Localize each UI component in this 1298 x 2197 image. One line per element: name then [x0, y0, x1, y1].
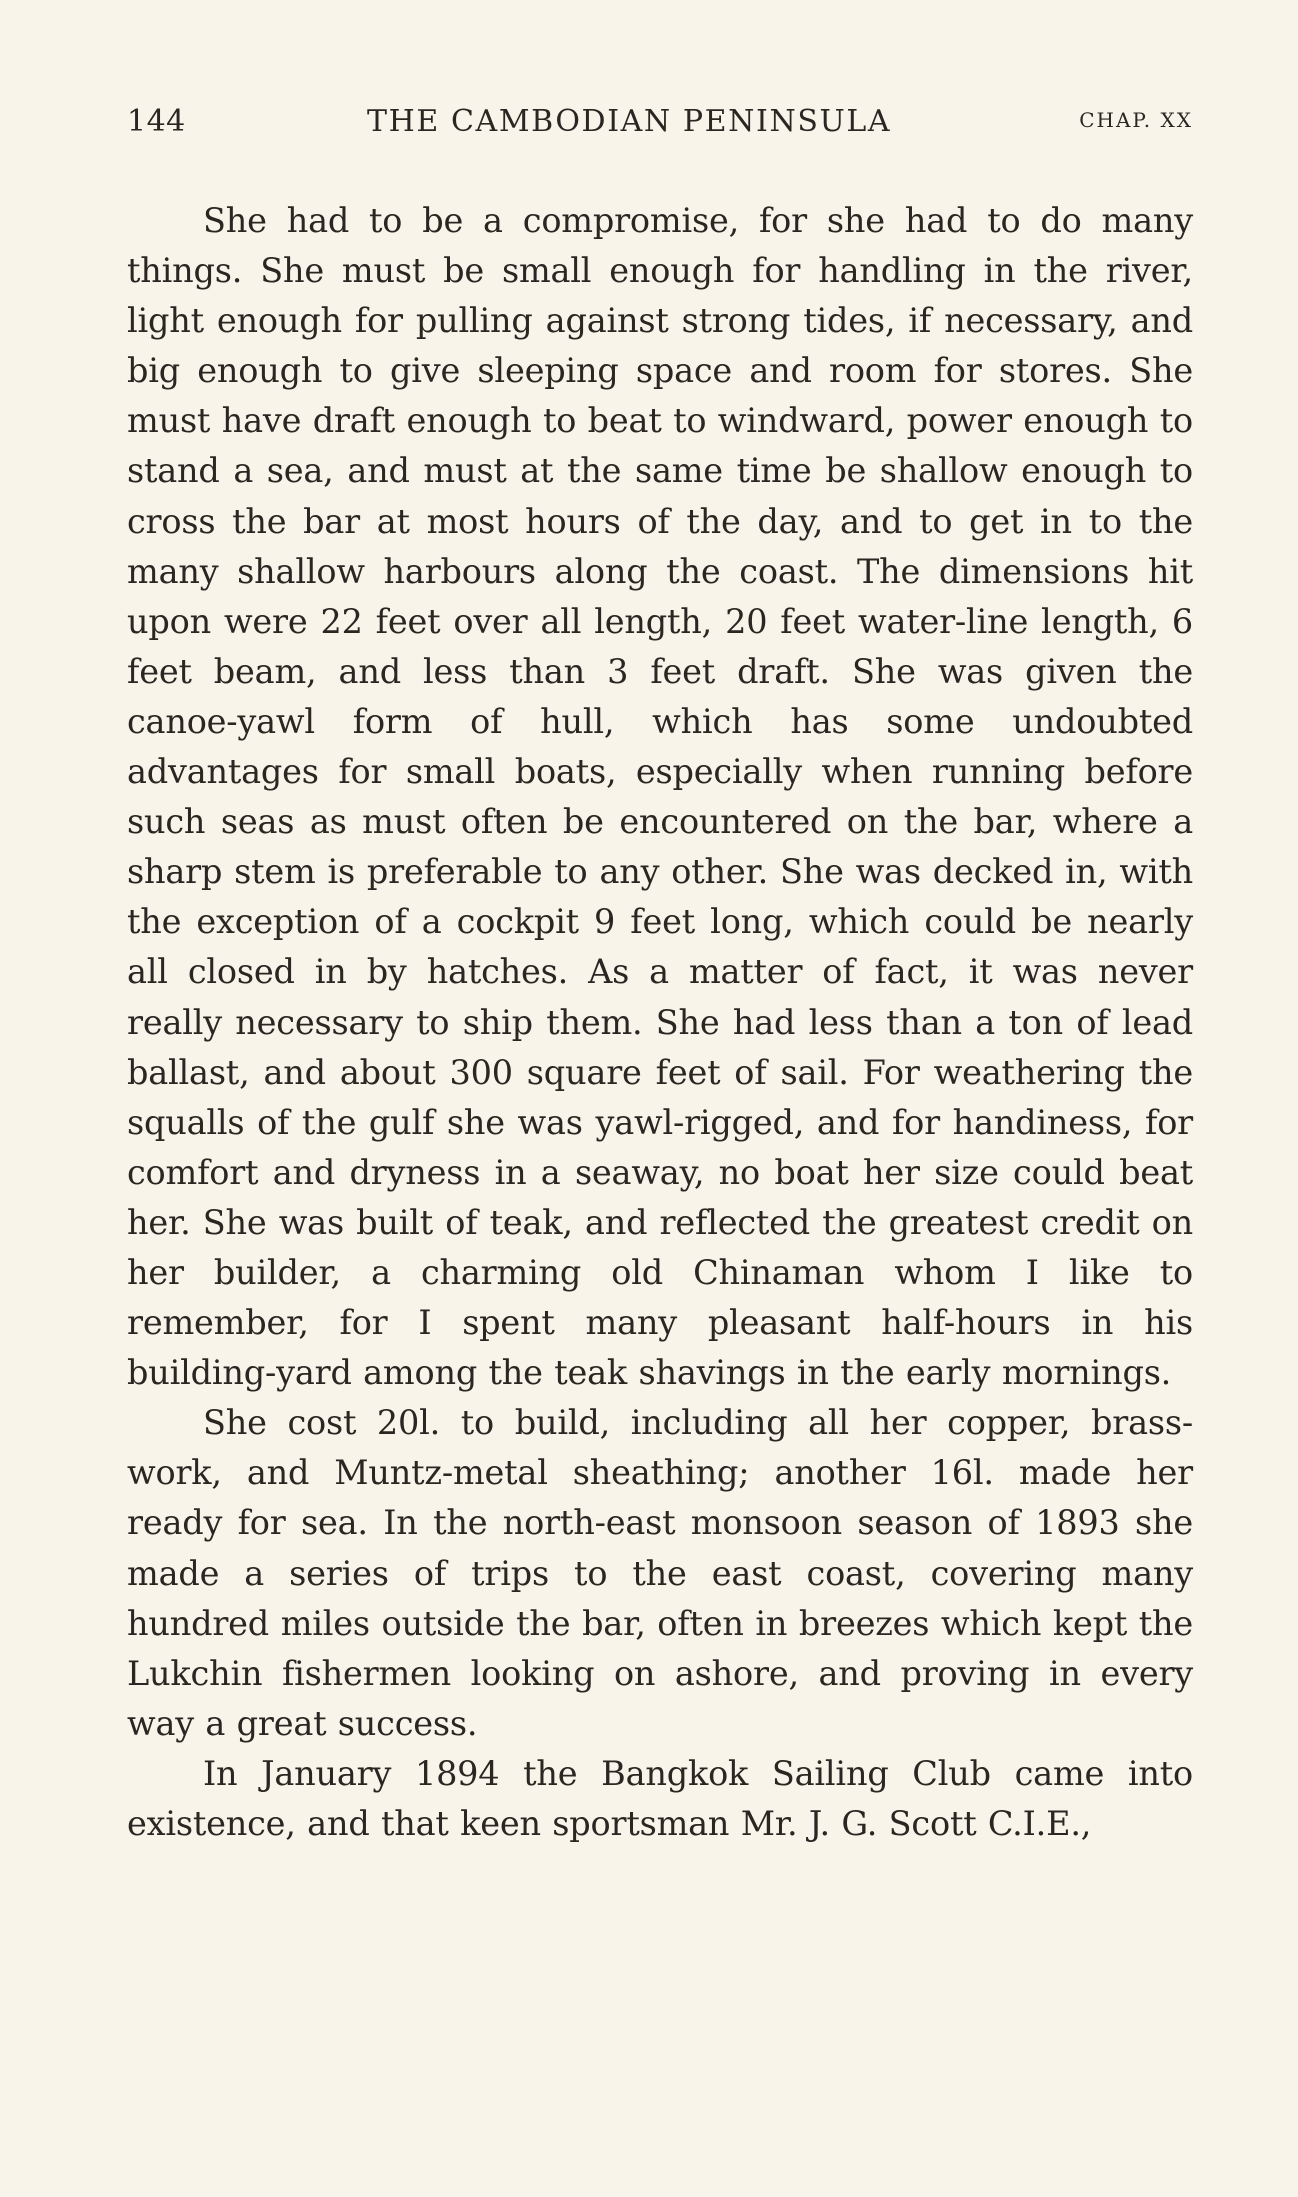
paragraph-boat-description: She had to be a compromise, for she had to do many things. She must be small enough for handling in the river, light enough for pulling against strong tides, if necessary, and big enough to give sleeping space and room for stores. She must have draft enough to beat to windward, power enough to stand a sea, and must at the same time be shallow enough to cross the bar at most hours of the day, and to get in to the many shallow harbours along the coast. The dimensions hit upon were 22 feet over all length, 20 feet water-line length, 6 feet beam, and less than 3 feet draft. She was given the canoe-yawl form of hull, which has some undoubted advantages for small boats, especially when running before such seas as must often be encountered on the bar, where a sharp stem is preferable to any other. She was decked in, with the exception of a cockpit 9 feet long, which could be nearly all closed in by hatches. As a matter of fact, it was never really necessary to ship them. She had less than a ton of lead ballast, and about 300 square feet of sail. For weathering the squalls of the gulf she was yawl-rigged, and for handiness, for comfort and dryness in a seaway, no boat her size could beat her. She was built of teak, and reflected the greatest credit on her builder, a charming old Chinaman whom I like to remember, for I spent many pleasant half-hours in his building-yard among the teak shavings in the early mornings.	[127, 201, 1193, 1393]
body-text	[127, 196, 1193, 1849]
page-number: 144	[127, 104, 186, 139]
paragraph-boat-cost: She cost 20l. to build, including all her copper, brass-work, and Muntz-metal sheathing; another 16l. made her ready for sea. In the north-east monsoon season of 1893 she made a series of trips to the east coast, covering many hundred miles outside the bar, often in breezes which kept the Lukchin fishermen looking on ashore, and proving in every way a great success.	[127, 1403, 1193, 1743]
chapter-label: CHAP. XX	[1079, 108, 1193, 132]
paragraph-sailing-club: In January 1894 the Bangkok Sailing Club came into existence, and that keen sportsman Mr. J. G. Scott C.I.E.,	[127, 1753, 1193, 1843]
running-title: THE CAMBODIAN PENINSULA	[367, 104, 892, 139]
running-head	[127, 104, 1193, 148]
